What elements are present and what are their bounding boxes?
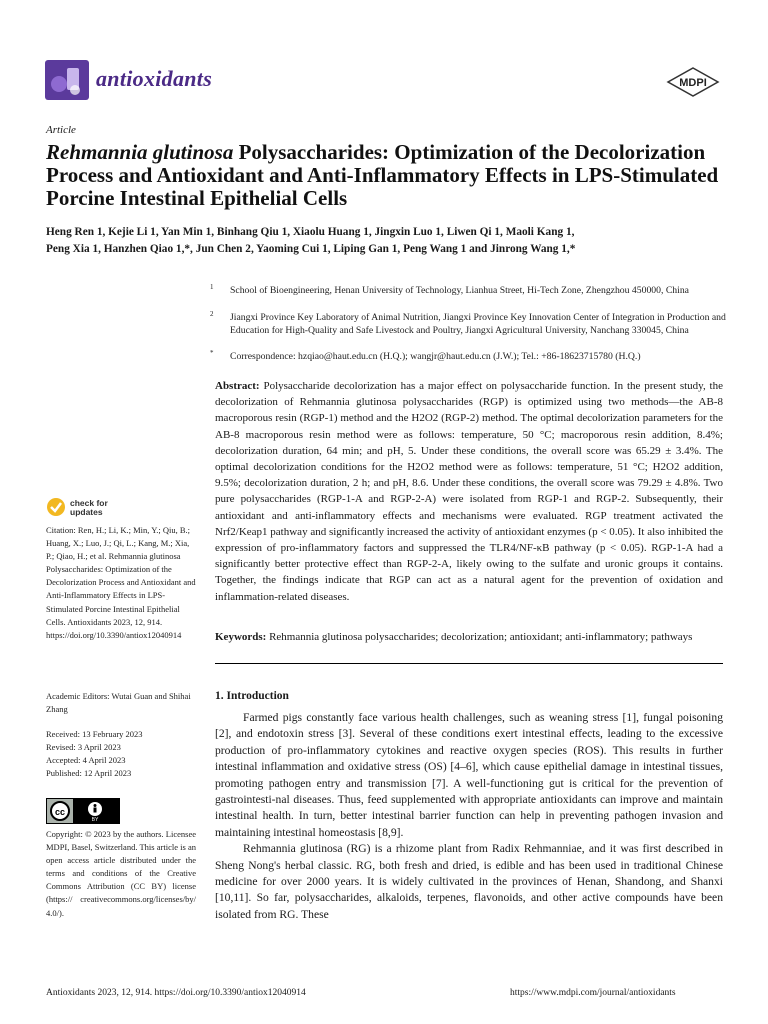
- affiliation-2: [210, 310, 734, 337]
- journal-logo-icon: [45, 60, 89, 100]
- citation-block: Citation: Ren, H.; Li, K.; Min, Y.; Qiu, B.; Huang, X.; Luo, J.; Qi, L.; Kang, M.; Xia, P.; Qiao, H.; et al. Rehmannia glutinosa Polysaccharides: Optimization of the Decolorization Process and Antioxidant and Anti-Inflammatory Effects in LPS-Stimulated Porcine Intestinal Epithelial Cells. Antioxidants 2023, 12, 914. https://doi.org/10.3390/antiox12040914: [46, 525, 196, 640]
- affiliation-1: [210, 283, 734, 297]
- article-type: Article: [46, 124, 76, 136]
- section-heading: 1. Introduction: [215, 690, 289, 702]
- check-for-updates-icon[interactable]: [46, 497, 66, 521]
- cc-by-license-icon[interactable]: [46, 798, 120, 824]
- svg-text:cc: cc: [54, 807, 66, 817]
- paragraph: Farmed pigs constantly face various health challenges, such as weaning stress [1], fungal poisoning [2], and endotoxin stress [3]. Several of these conditions exert intestinal effects, leading to the excessive production of pro-inflammatory cytokines and reactive oxygen species (ROS). This results in further intestinal inflammation and oxidative stress (OS) [4–6], which cause epithelial damage in intestinal tissues, promoting pathogen entry and transmission [7]. A well-functioning gut is critical for the prevention of gastrointesti-nal diseases. Thus, feed supplemented with appropriate antioxidants can improve and maintain intestinal health. In turn, better intestinal barrier function can help in preventing pathogen invasion and maintaining intestinal homeostasis [8,9].: [215, 711, 723, 839]
- abstract: [215, 378, 723, 605]
- introduction-body: [215, 710, 723, 923]
- date-revised: Revised: 3 April 2023: [46, 742, 121, 752]
- affiliation-text: School of Bioengineering, Henan University of Technology, Lianhua Street, Hi-Tech Zone, Zhengzhou 450000, China: [230, 285, 689, 296]
- publisher-name: MDPI: [679, 77, 707, 89]
- title-rest: Polysaccharides: Optimization of the Decolorization Process and Antioxidant and Anti-Inflammatory Effects in LPS-Stimulated Porcine Intestinal Epithelial Cells: [46, 140, 719, 210]
- keywords-text: Rehmannia glutinosa polysaccharides; decolorization; antioxidant; anti-inflammatory; pathways: [269, 631, 693, 643]
- authors-line-2: Peng Xia 1, Hanzhen Qiao 1,*, Jun Chen 2, Yaoming Cui 1, Liping Gan 1, Peng Wang 1 and Jinrong Wang 1,*: [46, 243, 576, 255]
- correspondence: [210, 349, 734, 363]
- affiliation-text: Correspondence: hzqiao@haut.edu.cn (H.Q.); wangjr@haut.edu.cn (J.W.); Tel.: +86-18623715780 (H.Q.): [230, 351, 641, 362]
- footer-citation: Antioxidants 2023, 12, 914. https://doi.org/10.3390/antiox12040914: [46, 988, 306, 998]
- keywords-label: Keywords:: [215, 631, 267, 643]
- footer-journal-url[interactable]: https://www.mdpi.com/journal/antioxidants: [510, 988, 676, 998]
- date-published: Published: 12 April 2023: [46, 768, 132, 778]
- mdpi-logo-icon: [666, 67, 720, 97]
- date-accepted: Accepted: 4 April 2023: [46, 755, 126, 765]
- keywords: [215, 629, 723, 645]
- date-received: Received: 13 February 2023: [46, 729, 143, 739]
- journal-name: antioxidants: [96, 66, 213, 91]
- check-for-updates-label[interactable]: check for updates: [70, 498, 108, 517]
- author-list: [46, 224, 736, 258]
- affiliation-text: Jiangxi Province Key Laboratory of Animal Nutrition, Jiangxi Province Key Innovation Center of Integration in Production and Education for High-Quality and Safe Livestock and Poultry, Jiangxi Agricultural University, Nanchang 330045, China: [230, 312, 726, 336]
- article-title: [46, 141, 736, 210]
- paragraph: Rehmannia glutinosa (RG) is a rhizome plant from Radix Rehmanniae, and it was first described in Sheng Nong's herbal classic. RG, both fresh and dried, is edible and has been used in traditional Chinese medicine for over 2000 years. It is widely cultivated in the provinces of Henan, Shandong, and Shanxi [10,11]. So far, polysaccharides, alkaloids, terpenes, flavonoids, and other active compounds have been isolated from RG. These: [215, 842, 723, 921]
- svg-text:BY: BY: [91, 817, 99, 823]
- affiliation-number: 2: [210, 310, 214, 318]
- affiliation-number: 1: [210, 283, 214, 291]
- abstract-label: Abstract:: [215, 380, 260, 392]
- section-divider: [215, 663, 723, 664]
- abstract-text: Polysaccharide decolorization has a major effect on polysaccharide function. In the present study, the decolorization of Rehmannia glutinosa polysaccharides (RGP) is optimized using two methods—the AB-8 macroporous resin (RGP-1) method and the H2O2 (RGP-2) method. The optimal decolorization parameters for the AB-8 macroporous resin method were as follows: temperature, 50 °C; macroporous resin addition, 8.4%; decolorization duration, 64 min; and pH, 5. Under these conditions, the overall score was 65.29 ± 3.4%. The optimal decolorization conditions for the H2O2 method were as follows: temperature, 51 °C; H2O2 addition, 9.5%; decolorization duration, 2 h; and pH, 8.6. Under these conditions, the overall score was 79.29 ± 4.8%. Two pure polysaccharides (RGP-1-A and RGP-2-A) were isolated from RGP-1 and RGP-2. Subsequently, their antioxidant and anti-inflammatory effects and mechanisms were evaluated. RGP treatment activated the Nrf2/Keap1 pathway and significantly increased the activity of antioxidant enzymes (p < 0.05). It also inhibited the expression of pro-inflammatory factors and suppressed the TLR4/NF-κB pathway (p < 0.05). RGP-1-A had a significantly better protective effect than RGP-2-A, likely owing to the sulfate and uronic groups it contains. Together, the findings indicate that RGP can act as a natural agent for the prevention of oxidation and inflammation-related diseases.: [215, 380, 723, 603]
- copyright-notice: Copyright: © 2023 by the authors. Licensee MDPI, Basel, Switzerland. This article is an open access article distributed under the terms and conditions of the Creative Commons Attribution (CC BY) license (https:// creativecommons.org/licenses/by/ 4.0/).: [46, 829, 196, 918]
- academic-editors: Academic Editors: Wutai Guan and Shihai Zhang: [46, 691, 191, 715]
- affiliation-number: *: [210, 349, 214, 357]
- title-italic: Rehmannia glutinosa: [46, 140, 234, 164]
- authors-line-1: Heng Ren 1, Kejie Li 1, Yan Min 1, Binhang Qiu 1, Xiaolu Huang 1, Jingxin Luo 1, Liwen Qi 1, Maoli Kang 1,: [46, 226, 575, 238]
